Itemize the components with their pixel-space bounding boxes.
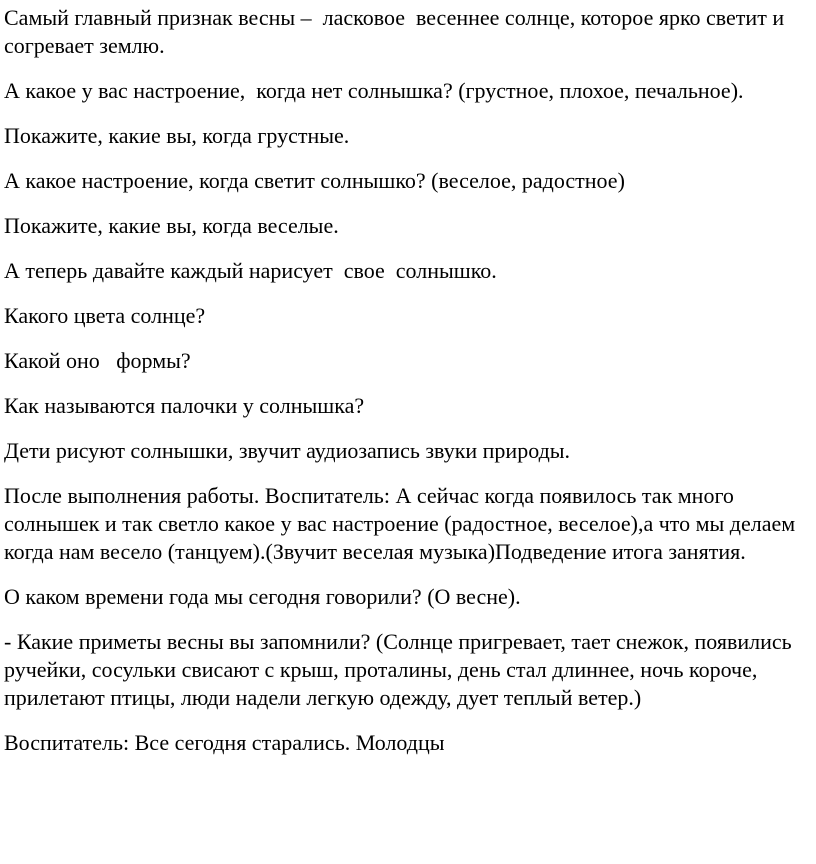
paragraph-children-draw: Дети рисуют солнышки, звучит аудиозапись звуки природы. [4,438,571,463]
paragraph-mood-no-sun: А какое у вас настроение, когда нет солнышка? (грустное, плохое, печальное). [4,78,744,103]
paragraph-sun-rays: Как называются палочки у солнышка? [4,393,365,418]
paragraph-draw-sun: А теперь давайте каждый нарисует свое солнышко. [4,258,497,283]
paragraph-spring-sign: Самый главный признак весны – ласковое весеннее солнце, которое ярко светит и согревает землю. [4,5,796,58]
paragraph-sun-color: Какого цвета солнце? [4,303,206,328]
paragraph-show-happy: Покажите, какие вы, когда веселые. [4,213,339,238]
paragraph-after-work: После выполнения работы. Воспитатель: А сейчас когда появилось так много солнышек и так светло какое у вас настроение (радостное, веселое),а что мы делаем когда нам весело (танцуем).(Звучит веселая музыка)Подведение итога занятия. [4,483,801,564]
paragraph-spring-signs-recall: - Какие приметы весны вы запомнили? (Солнце пригревает, тает снежок, появились ручейки, сосульки свисают с крыш, проталины, день стал длиннее, ночь короче, прилетают птицы, люди надели легкую одежду, дует теплый ветер.) [4,629,798,710]
paragraph-sun-shape: Какой оно формы? [4,348,191,373]
paragraph-season-question: О каком времени года мы сегодня говорили? (О весне). [4,584,521,609]
paragraph-teacher-praise: Воспитатель: Все сегодня старались. Молодцы [4,730,445,755]
paragraph-show-sad: Покажите, какие вы, когда грустные. [4,123,350,148]
paragraph-mood-sun: А какое настроение, когда светит солнышко? (веселое, радостное) [4,168,625,193]
